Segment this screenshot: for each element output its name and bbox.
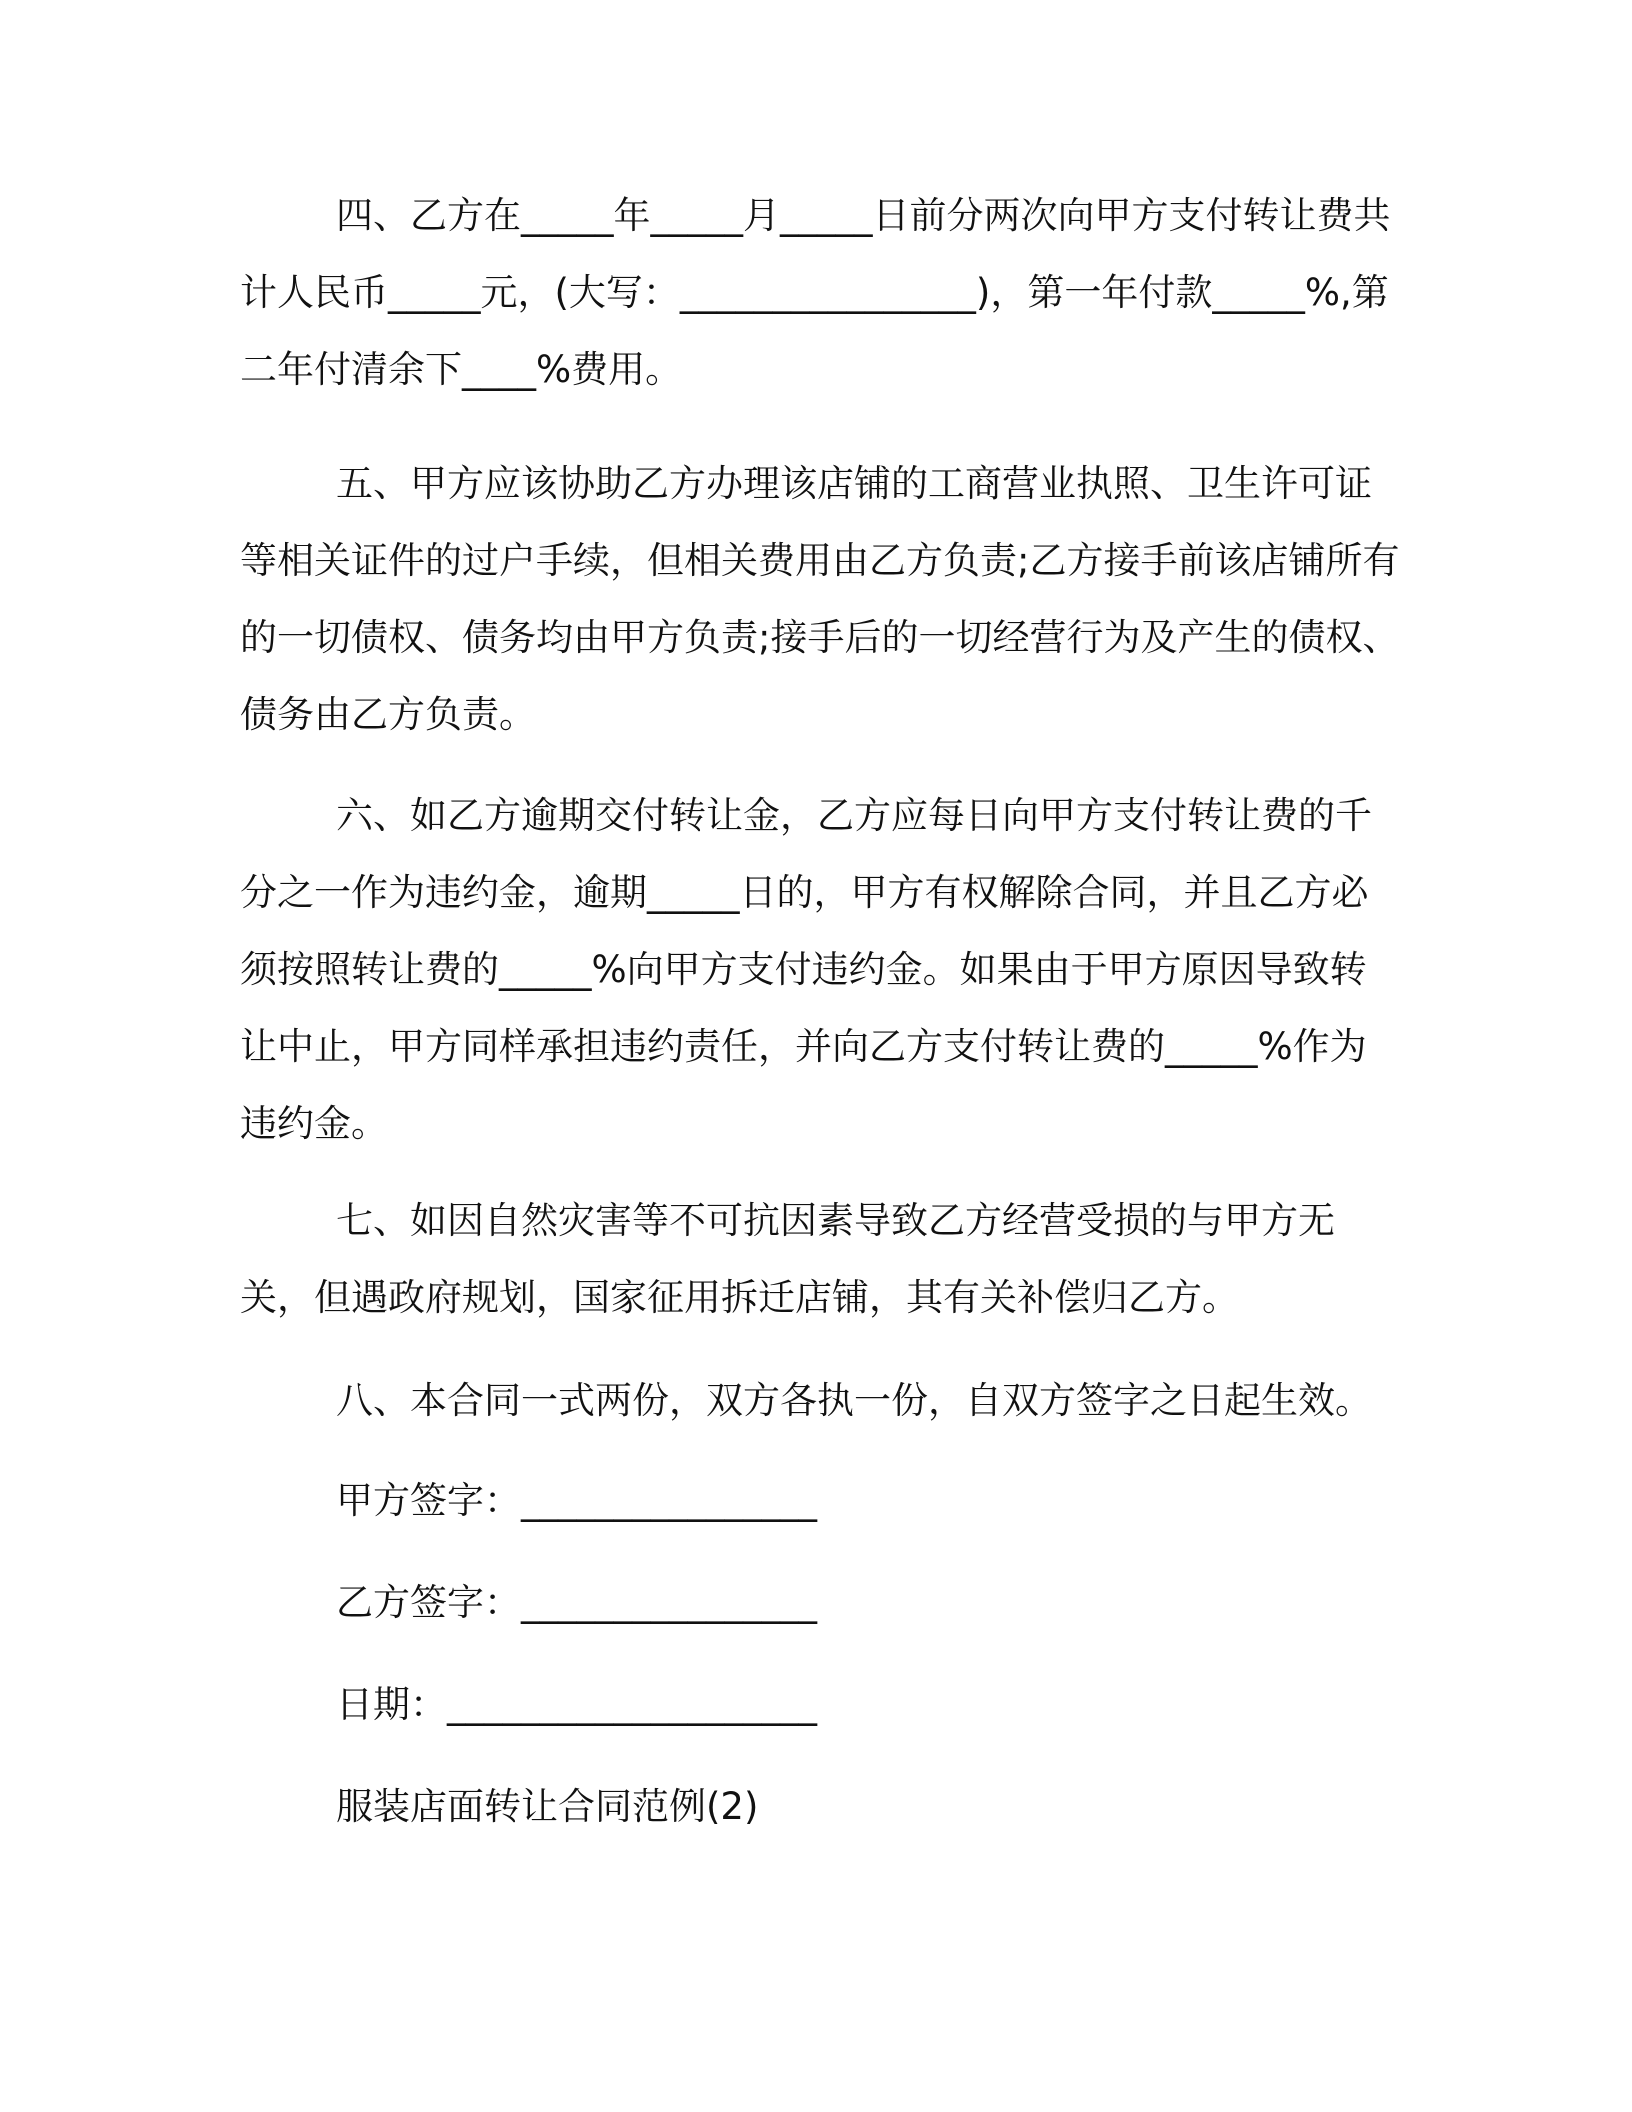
next-section-title: 服装店面转让合同范例(2) [336,1785,759,1828]
date-line: 日期：____________________ [336,1683,817,1726]
signature-party-a: 甲方签字：________________ [336,1479,817,1522]
clause-8: 八、本合同一式两份，双方各执一份，自双方签字之日起生效。 [336,1379,1372,1422]
clause-4: 四、乙方在_____年_____月_____日前分两次向甲方支付转让费共计人民币_____元，(大写：________________)，第一年付款_____%,第二年付清余下____%费用。 [240,194,1391,391]
clause-7: 七、如因自然灾害等不可抗因素导致乙方经营受损的与甲方无关，但遇政府规划，国家征用拆迁店铺，其有关补偿归乙方。 [240,1199,1335,1319]
clause-5: 五、甲方应该协助乙方办理该店铺的工商营业执照、卫生许可证等相关证件的过户手续，但相关费用由乙方负责;乙方接手前该店铺所有的一切债权、债务均由甲方负责;接手后的一切经营行为及产生的债权、债务由乙方负责。 [240,462,1400,736]
signature-party-b: 乙方签字：________________ [336,1581,817,1624]
clause-6: 六、如乙方逾期交付转让金，乙方应每日向甲方支付转让费的千分之一作为违约金，逾期_____日的，甲方有权解除合同，并且乙方必须按照转让费的_____%向甲方支付违约金。如果由于甲方原因导致转让中止，甲方同样承担违约责任，并向乙方支付转让费的_____%作为违约金。 [240,794,1372,1145]
